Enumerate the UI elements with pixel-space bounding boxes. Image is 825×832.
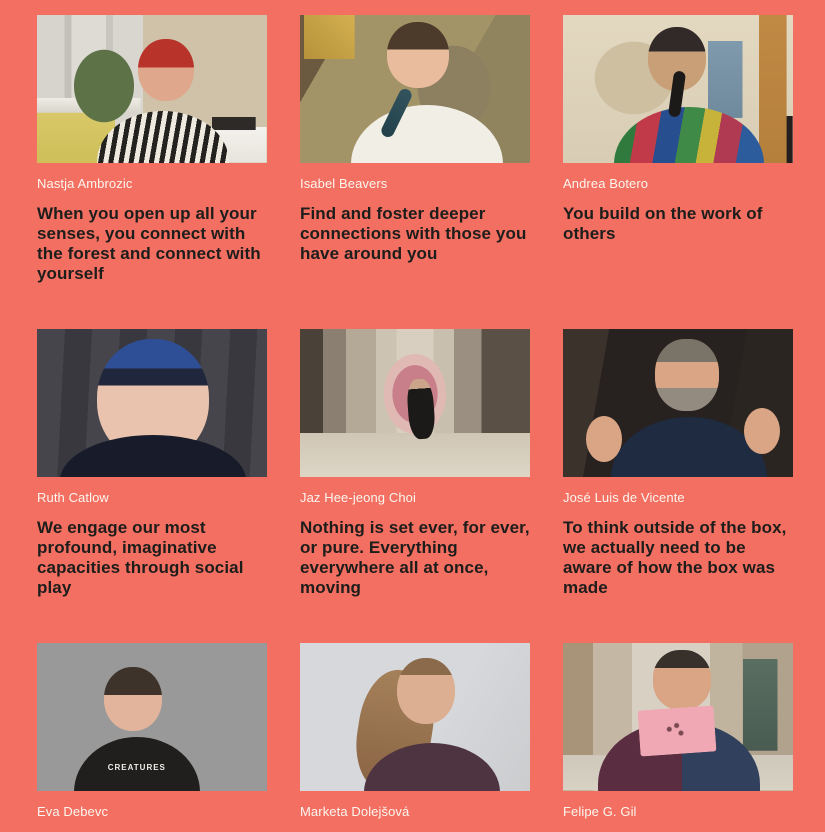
person-head-figure [104, 667, 162, 731]
speaker-photo[interactable] [563, 15, 793, 163]
pink-card-prop [637, 706, 716, 757]
tshirt-text: CREATURES [107, 763, 166, 772]
speaker-quote: Nothing is set ever, for ever, or pure. Everything everywhere all at once, moving [300, 518, 530, 597]
person-head-figure [397, 658, 455, 724]
speaker-name: Jaz Hee-jeong Choi [300, 490, 416, 505]
jumping-figure [406, 378, 436, 440]
speaker-photo[interactable] [37, 15, 267, 163]
speaker-card[interactable] [563, 643, 793, 832]
speaker-quote: You build on the work of others [563, 204, 763, 243]
speaker-card[interactable] [37, 643, 267, 832]
speaker-photo[interactable] [37, 643, 267, 791]
speaker-card[interactable] [300, 329, 530, 598]
speaker-card[interactable] [563, 15, 793, 244]
person-torso-figure [351, 105, 503, 163]
speaker-card[interactable] [563, 329, 793, 598]
person-torso-figure [60, 435, 246, 477]
speaker-card[interactable] [37, 329, 267, 598]
speaker-photo[interactable] [563, 329, 793, 477]
speaker-name: Eva Debevc [37, 804, 109, 819]
speaker-card[interactable] [37, 15, 267, 284]
speaker-card[interactable] [300, 643, 530, 832]
speaker-card[interactable] [300, 15, 530, 264]
speaker-name: Andrea Botero [563, 176, 649, 191]
speaker-photo[interactable] [300, 15, 530, 163]
person-torso-figure [74, 737, 200, 791]
speaker-quote: Find and foster deeper connections with those you have around you [300, 204, 527, 263]
person-head-figure [387, 22, 449, 88]
speaker-name: Ruth Catlow [37, 490, 109, 505]
person-torso-figure [614, 107, 764, 163]
speaker-quote: When you open up all your senses, you connect with the forest and connect with yourself [37, 204, 261, 283]
speaker-name: Isabel Beavers [300, 176, 388, 191]
speaker-quote: To think outside of the box, we actually need to be aware of how the box was made [563, 518, 787, 597]
person-head-figure [655, 339, 719, 411]
person-torso-figure [97, 111, 229, 163]
speaker-photo[interactable] [37, 329, 267, 477]
hands-figure [586, 416, 622, 462]
speaker-quote: We engage our most profound, imaginative capacities through social play [37, 518, 244, 597]
speaker-photo[interactable] [300, 329, 530, 477]
speaker-photo[interactable] [300, 643, 530, 791]
speaker-photo[interactable] [563, 643, 793, 791]
speaker-name: Felipe G. Gil [563, 804, 637, 819]
speaker-name: Marketa Dolejšová [300, 804, 410, 819]
person-torso-figure [611, 417, 767, 477]
person-head-figure [653, 650, 711, 710]
speaker-name: José Luis de Vicente [563, 490, 685, 505]
person-head-figure [138, 39, 194, 101]
speaker-name: Nastja Ambrozic [37, 176, 133, 191]
